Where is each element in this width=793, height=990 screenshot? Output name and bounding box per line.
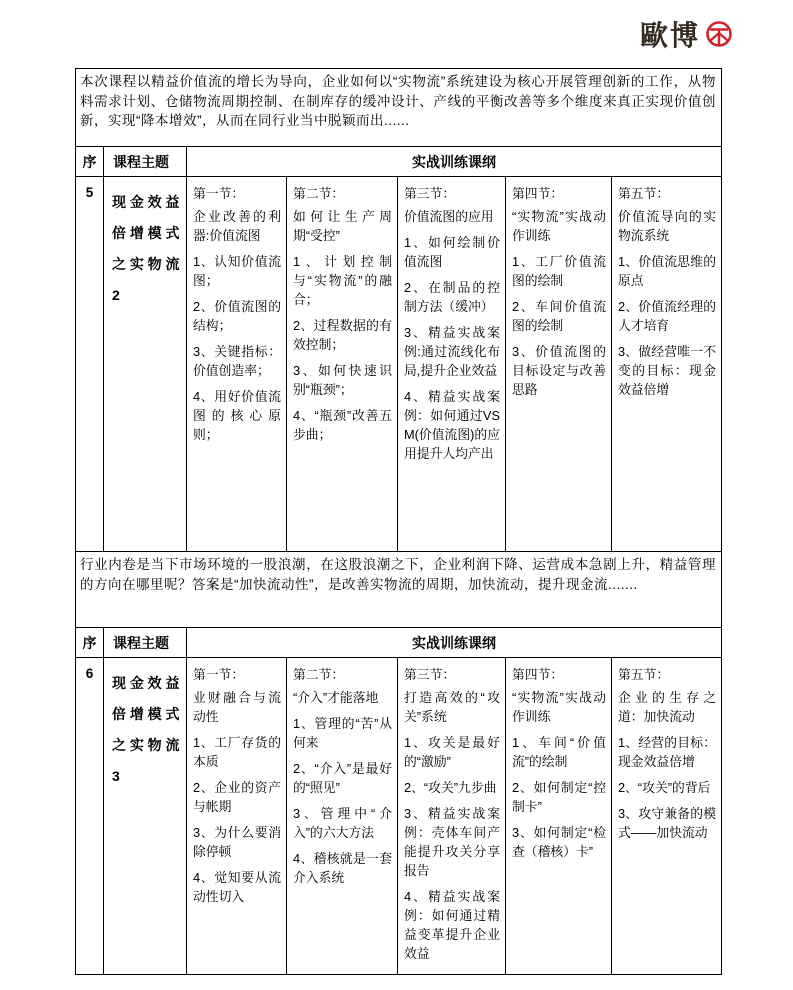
course-topic: 现金效益倍增模式之实物流 3 — [104, 658, 187, 975]
section-item: 2、车间价值流图的绘制 — [512, 299, 606, 333]
brand-logo — [640, 20, 733, 53]
course-seq: 6 — [76, 658, 104, 975]
section-item: 2、企业的资产与帐期 — [193, 780, 281, 814]
section-title: 第五节： — [618, 186, 670, 201]
section-subtitle: 企业的生存之道：加快流动 — [618, 690, 717, 724]
section-item: 2、如何制定“控制卡” — [512, 780, 606, 814]
section-item: 2、价值流图的结构； — [193, 299, 281, 333]
section-cell-4 — [506, 177, 612, 552]
section-item: 1、经营的目标：现金效益倍增 — [618, 735, 717, 769]
section-item: 2、“攻关”九步曲 — [404, 780, 497, 795]
section-item: 2、“攻关”的背后 — [618, 780, 711, 795]
section-cell-5 — [612, 658, 722, 975]
section-item: 1、管理的“苦”从何来 — [293, 716, 392, 750]
section-title: 第三节： — [404, 667, 456, 682]
section-cell-4 — [506, 658, 612, 975]
brand-seal-icon — [705, 20, 733, 53]
section-subtitle: 打造高效的“攻关”系统 — [404, 690, 500, 724]
section-item: 2、过程数据的有效控制； — [293, 318, 392, 352]
section-title: 第二节： — [293, 667, 345, 682]
outline-column-header: 实战训练课纲 — [187, 147, 722, 177]
section-subtitle: 如何让生产周期“受控” — [293, 209, 392, 243]
section-item: 1、价值流思维的原点 — [618, 254, 717, 288]
section-item: 4、“瓶颈”改善五步曲； — [293, 408, 392, 442]
table-row — [76, 177, 722, 552]
intro-paragraph-1: 本次课程以精益价值流的增长为导向，企业如何以“实物流”系统建设为核心开展管理创新的工作，从物料需求计划、仓储物流周期控制、在制库存的缓冲设计、产线的平衡改善等多个维度来真正实现价值创新，实现“降本增效”，从而在同行业当中脱颖而出...... — [76, 69, 722, 147]
topic-column-header: 课程主题 — [104, 628, 187, 658]
section-item: 4、精益实战案例：如何通过精益变革提升企业效益 — [404, 889, 500, 961]
section-cell-1 — [187, 177, 287, 552]
section-item: 3、为什么要消除停顿 — [193, 825, 281, 859]
section-cell-2 — [287, 658, 398, 975]
section-subtitle: “实物流”实战动作训练 — [512, 690, 606, 724]
section-item: 3、攻守兼备的模式——加快流动 — [618, 806, 717, 840]
intro-row-2 — [76, 552, 722, 628]
section-title: 第二节： — [293, 186, 345, 201]
intro-row-1 — [76, 69, 722, 147]
course-content — [75, 68, 721, 975]
section-cell-3 — [398, 177, 506, 552]
section-item: 1、工厂存货的本质 — [193, 735, 281, 769]
seq-column-header: 序 — [76, 147, 104, 177]
section-item: 1、计划控制与“实物流”的融合； — [293, 254, 392, 307]
seq-column-header: 序 — [76, 628, 104, 658]
section-cell-2 — [287, 177, 398, 552]
section-item: 4、觉知要从流动性切入 — [193, 870, 281, 904]
section-subtitle: 业财融合与流动性 — [193, 690, 281, 724]
section-item: 1、攻关是最好的“激励” — [404, 735, 500, 769]
section-item: 2、“介入”是最好的“照见” — [293, 761, 392, 795]
outline-column-header: 实战训练课纲 — [187, 628, 722, 658]
section-title: 第四节： — [512, 186, 564, 201]
section-subtitle: “介入”才能落地 — [293, 690, 379, 705]
section-item: 4、精益实战案例：如何通过VSM(价值流图)的应用提升人均产出 — [404, 389, 500, 461]
header-row-2 — [76, 628, 722, 658]
section-item: 4、用好价值流图的核心原则； — [193, 389, 281, 442]
section-title: 第四节： — [512, 667, 564, 682]
section-item: 1、工厂价值流图的绘制 — [512, 254, 606, 288]
section-subtitle: 价值流导向的实物流系统 — [618, 209, 717, 243]
section-item: 3、关键指标：价值创造率； — [193, 344, 281, 378]
section-item: 2、价值流经理的人才培育 — [618, 299, 717, 333]
section-cell-3 — [398, 658, 506, 975]
section-item: 3、精益实战案例:通过流线化布局,提升企业效益 — [404, 325, 500, 378]
section-item: 3、如何快速识别“瓶颈”； — [293, 363, 392, 397]
section-title: 第五节： — [618, 667, 670, 682]
section-title: 第一节： — [193, 667, 245, 682]
section-title: 第三节： — [404, 186, 456, 201]
brand-logo-text: 歐博 — [639, 20, 700, 52]
header-row-1 — [76, 147, 722, 177]
section-item: 3、价值流图的目标设定与改善思路 — [512, 344, 606, 397]
section-cell-1 — [187, 658, 287, 975]
section-item: 1、认知价值流图； — [193, 254, 281, 288]
section-item: 3、管理中“介入”的六大方法 — [293, 806, 392, 840]
course-topic: 现金效益倍增模式之实物流 2 — [104, 177, 187, 552]
section-item: 1、如何绘制价值流图 — [404, 235, 500, 269]
intro-paragraph-2: 行业内卷是当下市场环境的一股浪潮，在这股浪潮之下，企业利润下降、运营成本急剧上升，精益管理的方向在哪里呢？答案是“加快流动性”，是改善实物流的周期，加快流动，提升现金流....... — [76, 552, 722, 628]
section-title: 第一节： — [193, 186, 245, 201]
course-seq: 5 — [76, 177, 104, 552]
section-subtitle: 企业改善的利器:价值流图 — [193, 209, 281, 243]
section-cell-5 — [612, 177, 722, 552]
section-item: 1、车间“价值流”的绘制 — [512, 735, 606, 769]
table-row — [76, 658, 722, 975]
section-subtitle: 价值流图的应用 — [404, 209, 494, 224]
section-item: 3、做经营唯一不变的目标：现金效益倍增 — [618, 344, 717, 397]
section-subtitle: “实物流”实战动作训练 — [512, 209, 606, 243]
section-item: 2、在制品的控制方法（缓冲） — [404, 280, 500, 314]
course-table — [75, 68, 722, 975]
section-item: 3、精益实战案例：壳体车间产能提升攻关分享报告 — [404, 806, 500, 878]
section-item: 4、稽核就是一套介入系统 — [293, 851, 392, 885]
topic-column-header: 课程主题 — [104, 147, 187, 177]
section-item: 3、如何制定“检查（稽核）卡” — [512, 825, 606, 859]
